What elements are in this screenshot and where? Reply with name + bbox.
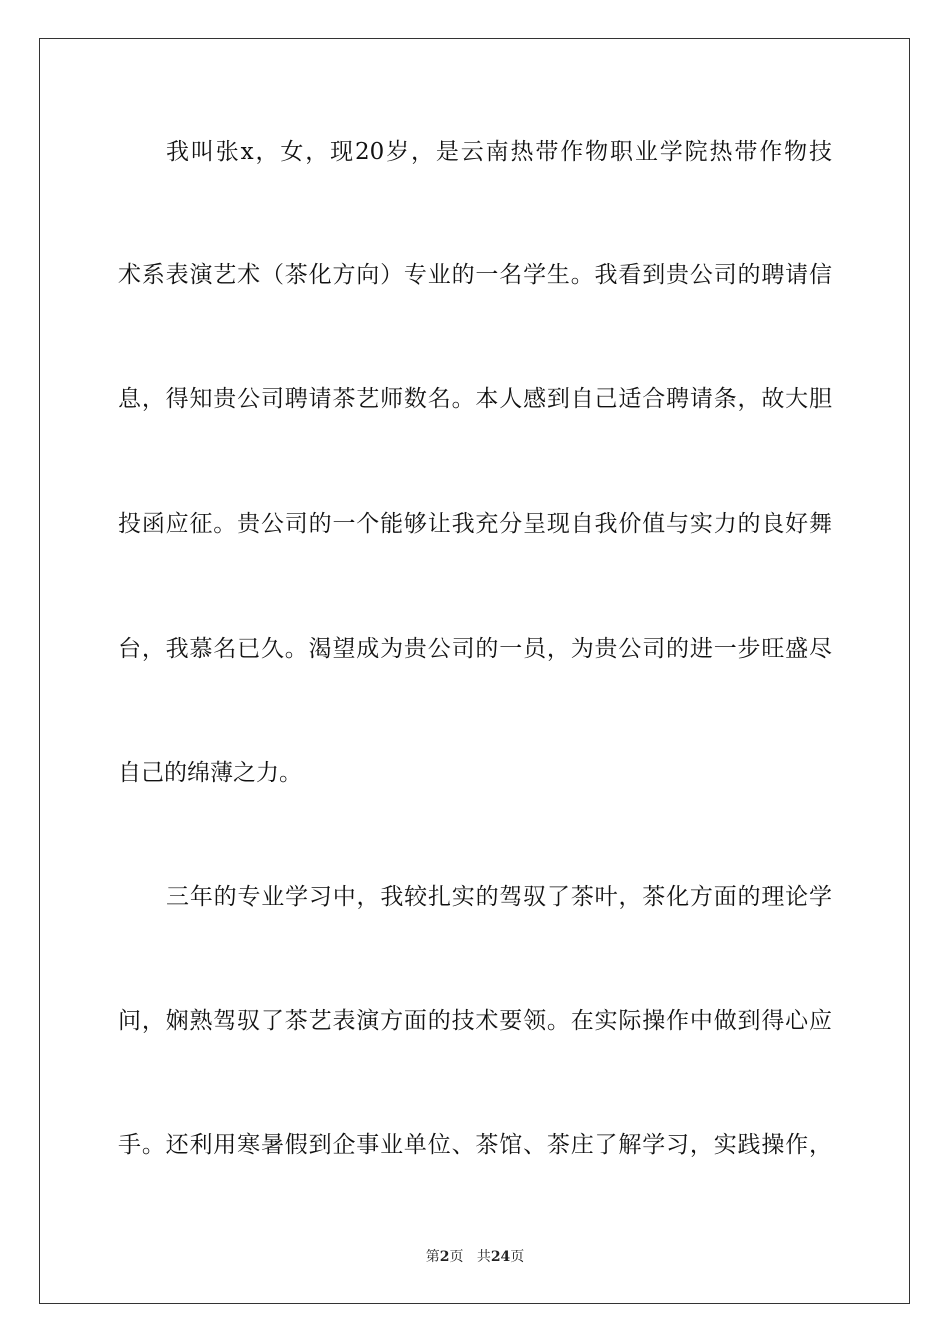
page-prefix: 第 — [425, 1249, 440, 1265]
page-number: 2 — [439, 1249, 450, 1265]
paragraph-1-line-4: 投函应征。贵公司的一个能够让我充分呈现自我价值与实力的良好舞 — [118, 511, 832, 537]
total-prefix: 共 — [476, 1249, 491, 1265]
paragraph-1-line-1: 我叫张x，女，现20岁，是云南热带作物职业学院热带作物技 — [166, 139, 832, 165]
page-suffix: 页 — [449, 1249, 464, 1265]
page-frame — [39, 38, 910, 1304]
paragraph-2-line-2: 问，娴熟驾驭了茶艺表演方面的技术要领。在实际操作中做到得心应 — [118, 1008, 832, 1034]
paragraph-1-line-2: 术系表演艺术（茶化方向）专业的一名学生。我看到贵公司的聘请信 — [118, 262, 832, 288]
paragraph-2-line-1: 三年的专业学习中，我较扎实的驾驭了茶叶，茶化方面的理论学 — [166, 884, 832, 910]
paragraph-1-line-3: 息，得知贵公司聘请茶艺师数名。本人感到自己适合聘请条，故大胆 — [118, 386, 832, 412]
total-pages: 24 — [490, 1249, 511, 1265]
paragraph-2-line-3: 手。还利用寒暑假到企事业单位、茶馆、茶庄了解学习，实践操作， — [118, 1132, 832, 1158]
paragraph-1-line-5: 台，我慕名已久。渴望成为贵公司的一员，为贵公司的进一步旺盛尽 — [118, 636, 832, 662]
page-footer — [0, 1246, 950, 1266]
paragraph-1-line-6: 自己的绵薄之力。 — [118, 760, 302, 786]
total-suffix: 页 — [510, 1249, 525, 1265]
